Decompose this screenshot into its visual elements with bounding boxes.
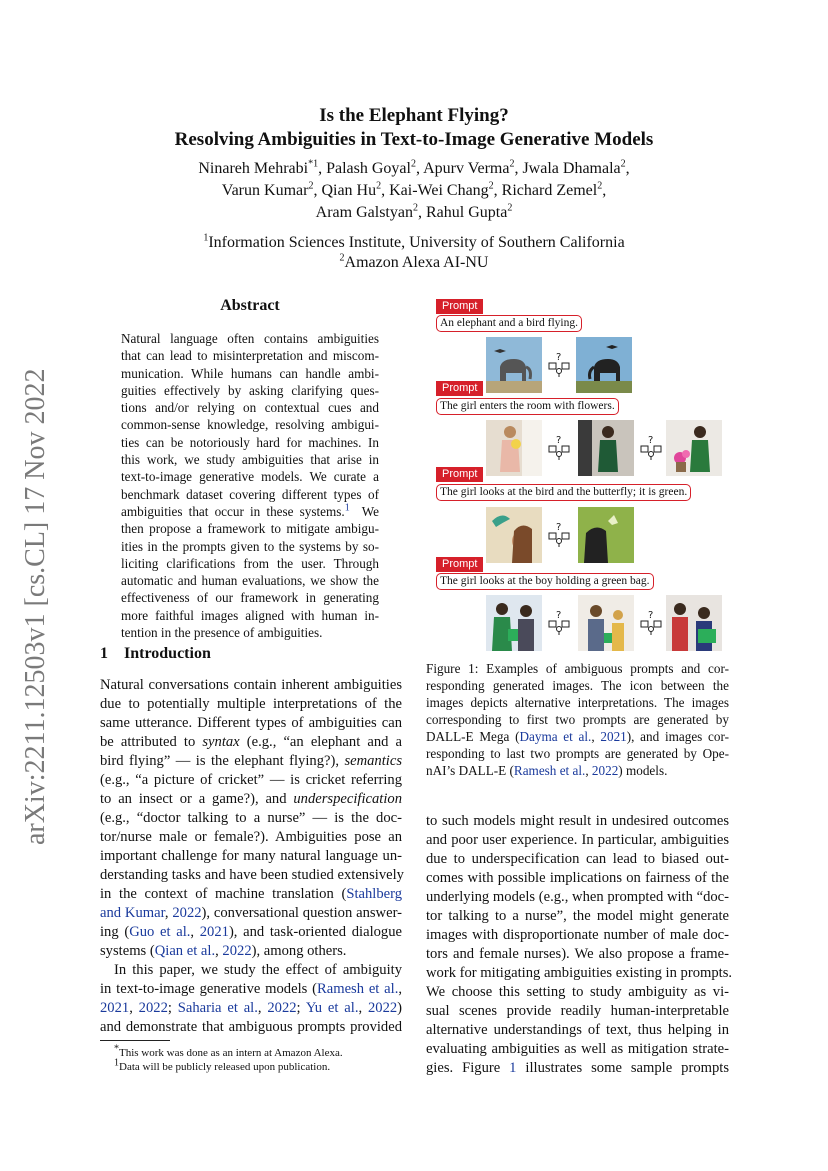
text: nAI’s DALL-E ( bbox=[426, 763, 514, 778]
text: , bbox=[164, 905, 173, 921]
text-line: tor/nurse male or female?). Ambiguities pose an bbox=[100, 829, 402, 845]
text: in text-to-image generative models ( bbox=[100, 981, 317, 997]
footnote-mark: 1 bbox=[114, 1057, 119, 1069]
affiliation-sup: 2 bbox=[339, 252, 345, 264]
emphasis: semantics bbox=[344, 753, 402, 769]
text-line bbox=[100, 999, 402, 1018]
abstract-line bbox=[121, 503, 379, 520]
author-sup: *1 bbox=[308, 158, 319, 170]
abstract-line: automatic and human evaluations, we show the bbox=[121, 573, 379, 589]
text-line bbox=[100, 904, 402, 923]
citation-link[interactable]: 2022 bbox=[138, 1000, 168, 1016]
girl-flowers-photo-icon bbox=[486, 420, 542, 476]
text-line: and poor user experience. In particular, ambiguities bbox=[426, 832, 729, 848]
bird-butterfly-illustration-icon bbox=[486, 507, 542, 563]
girl-flowers-room-photo-icon bbox=[666, 420, 722, 476]
elephant-photo-icon bbox=[486, 337, 542, 393]
abstract-line: tention in the presence of ambiguities. bbox=[121, 625, 323, 641]
text: ; bbox=[167, 1000, 178, 1016]
author-sup: 2 bbox=[509, 158, 515, 170]
author-sup: 2 bbox=[376, 180, 382, 192]
svg-text:?: ? bbox=[648, 435, 654, 446]
text-line bbox=[100, 752, 402, 771]
text: , bbox=[358, 1000, 368, 1016]
footnote-1 bbox=[100, 1043, 402, 1060]
text: be attributed to bbox=[100, 734, 203, 750]
text-line: important challenge for many natural language un- bbox=[100, 848, 402, 864]
emphasis: underspecification bbox=[293, 791, 402, 807]
arxiv-identifier: arXiv:2211.12503v1 [cs.CL] 17 Nov 2022 bbox=[20, 368, 51, 845]
citation-link[interactable]: 2022 bbox=[222, 943, 252, 959]
citation-link[interactable]: and Kumar bbox=[100, 905, 165, 921]
abstract-line: liciting clarifications from the user. Through bbox=[121, 555, 379, 571]
question-icon bbox=[548, 521, 570, 547]
text: , bbox=[591, 729, 601, 744]
author-sup: 2 bbox=[410, 158, 416, 170]
text: to an insect or a game?), and bbox=[100, 791, 294, 807]
caption-line: corresponding to first two prompts are generated by bbox=[426, 712, 729, 727]
figure-1 bbox=[430, 295, 736, 650]
caption-line bbox=[426, 762, 729, 779]
text-line: alternative understandings of text, thus helping in bbox=[426, 1022, 729, 1038]
abstract-line: guities effectively by asking clarifying ques- bbox=[121, 382, 379, 398]
abstract-body bbox=[121, 330, 379, 641]
girl-room-photo-icon bbox=[578, 420, 634, 476]
citation-link[interactable]: Guo et al. bbox=[129, 924, 191, 940]
author-name: Apurv Verma bbox=[423, 160, 510, 177]
svg-text:?: ? bbox=[556, 610, 562, 621]
footnote-text: This work was done as an intern at Amazon Alexa. bbox=[119, 1047, 343, 1059]
author-line-3: Aram Galstyan$^2$, Rahul Gupta$^2$ bbox=[315, 202, 513, 221]
text: , bbox=[215, 943, 223, 959]
abstract-line: then propose a framework to mitigate ambigu- bbox=[121, 521, 379, 537]
affiliation-sup: 1 bbox=[203, 232, 209, 244]
text-line bbox=[100, 980, 402, 999]
abstract-line: effectiveness of our framework in generating bbox=[121, 590, 379, 606]
abstract-line: tions and/or relying on contextual cues and bbox=[121, 400, 379, 416]
abstract-line: Natural language often contains ambiguities bbox=[121, 331, 379, 346]
author-sup: 2 bbox=[507, 202, 513, 214]
text-line: underlying models (e.g., when prompted with “doc- bbox=[426, 889, 729, 905]
abstract-line: benchmark dataset covering different types of bbox=[121, 486, 379, 502]
author-sup: 2 bbox=[597, 180, 603, 192]
text-line: same utterance. Different types of ambiguities can bbox=[100, 715, 402, 731]
caption-line: responding to last two prompts are generated by Ope- bbox=[426, 746, 729, 761]
caption-line: Figure 1: Examples of ambiguous prompts and cor- bbox=[426, 661, 729, 676]
text-line: (e.g., “a picture of cricket” — is cricket referring bbox=[100, 772, 402, 788]
citation-link[interactable]: 2021 bbox=[199, 924, 229, 940]
footnotes bbox=[100, 1043, 402, 1074]
text-line: (e.g., “doctor talking to a nurse” — is the doc- bbox=[100, 810, 402, 826]
abstract-line: ities in the prompts given to the systems by so- bbox=[121, 538, 379, 554]
footnote-rule bbox=[100, 1040, 170, 1041]
figure-ref-link[interactable]: 1 bbox=[509, 1060, 517, 1076]
text-line bbox=[100, 885, 402, 904]
citation-link[interactable]: 2022 bbox=[267, 1000, 297, 1016]
text-line: We choose this setting to study ambiguity as vi- bbox=[426, 984, 729, 1000]
text-line bbox=[100, 790, 402, 809]
text: , bbox=[190, 924, 200, 940]
prompt-tag: Prompt bbox=[436, 557, 483, 572]
text: DALL-E Mega ( bbox=[426, 729, 520, 744]
text-line: derstanding tasks and have been studied extensively bbox=[100, 867, 404, 883]
citation-link[interactable]: Ramesh et al. bbox=[317, 981, 399, 997]
text: ) models. bbox=[618, 763, 668, 778]
prompt-tag: Prompt bbox=[436, 381, 483, 396]
text: , bbox=[257, 1000, 268, 1016]
affiliation-text: Information Sciences Institute, University of Southern California bbox=[208, 234, 625, 251]
text: ), and images cor- bbox=[626, 729, 729, 744]
section-title: Introduction bbox=[124, 645, 211, 662]
question-icon bbox=[640, 609, 662, 635]
abstract-line: munication. While humans can handle ambi- bbox=[121, 365, 379, 381]
caption-line: responding generated images. The icon between the bbox=[426, 678, 729, 693]
question-icon bbox=[548, 434, 570, 460]
abstract-heading: Abstract bbox=[220, 297, 280, 314]
caption-line bbox=[426, 728, 729, 745]
text-line: tors and female nurses). We also propose a frame- bbox=[426, 946, 729, 962]
text: illustrates some sample prompts bbox=[516, 1060, 729, 1076]
intro-right-column bbox=[426, 812, 733, 1078]
text-line: and demonstrate that ambiguous prompts provided bbox=[100, 1019, 402, 1035]
figure-caption bbox=[426, 660, 729, 779]
author-name: Kai-Wei Chang bbox=[389, 182, 489, 199]
author-name: Richard Zemel bbox=[501, 182, 598, 199]
citation-link[interactable]: 2022 bbox=[172, 905, 202, 921]
prompt-tag: Prompt bbox=[436, 467, 483, 482]
text: ), conversational question answer- bbox=[201, 905, 402, 921]
affiliation-1 bbox=[0, 233, 828, 253]
question-icon bbox=[548, 609, 570, 635]
question-icon bbox=[640, 434, 662, 460]
elephant-bird-photo-icon bbox=[576, 337, 632, 393]
text-line: comes with possible implications on fairness of the bbox=[426, 870, 729, 886]
text: ing ( bbox=[100, 924, 130, 940]
author-line-2: Varun Kumar$^2$, Qian Hu$^2$, Kai-Wei Chang$^2$, Richard Zemel$^2$, bbox=[221, 180, 607, 199]
abstract-line: ties can be notoriously hard for machines. In bbox=[121, 434, 379, 450]
text: , bbox=[129, 1000, 139, 1016]
prompt-tag: Prompt bbox=[436, 299, 483, 314]
text-line: due to underspecification can lead to biased out- bbox=[426, 851, 729, 867]
citation-link[interactable]: Dayma et al. bbox=[519, 729, 592, 744]
svg-text:?: ? bbox=[556, 352, 562, 363]
citation-link[interactable]: Stahlberg bbox=[346, 886, 402, 902]
text-line: images with disproportionate number of male doc- bbox=[426, 927, 729, 943]
author-list bbox=[0, 158, 828, 224]
footnote-mark: * bbox=[114, 1043, 119, 1055]
citation-link[interactable]: Saharia et al. bbox=[177, 1000, 258, 1016]
affiliation-2 bbox=[0, 253, 828, 273]
abstract-line: text-to-image generative models. We curate a bbox=[121, 469, 379, 485]
prompt-box: An elephant and a bird flying. bbox=[436, 315, 582, 332]
abstract-line: this work, we study ambiguities that arise in bbox=[121, 452, 379, 468]
text-line: due to potentially multiple interpretations of the bbox=[100, 696, 402, 712]
intro-left-column bbox=[100, 676, 402, 1037]
text-line: evaluating ambiguities as well as mitigation strate- bbox=[426, 1041, 729, 1057]
affiliations bbox=[0, 233, 828, 273]
text: in the context of machine translation ( bbox=[100, 886, 347, 902]
footnote-2 bbox=[100, 1057, 402, 1074]
author-name: Jwala Dhamala bbox=[522, 160, 621, 177]
citation-link[interactable]: Qian et al. bbox=[154, 943, 216, 959]
svg-text:?: ? bbox=[556, 522, 562, 533]
text: gies. Figure bbox=[426, 1060, 510, 1076]
emphasis: syntax bbox=[202, 734, 240, 750]
boy-green-bag-photo-icon bbox=[666, 595, 722, 651]
text: systems ( bbox=[100, 943, 155, 959]
text: (e.g., “an elephant and a bbox=[239, 734, 403, 750]
text-line: In this paper, we study the effect of ambiguity bbox=[114, 962, 402, 978]
title-line-1: Is the Elephant Flying? bbox=[319, 105, 509, 126]
text-line bbox=[100, 923, 402, 942]
text: , bbox=[398, 981, 403, 997]
prompt-box: The girl looks at the boy holding a green bag. bbox=[436, 573, 654, 590]
author-sup: 2 bbox=[308, 180, 314, 192]
author-name: Qian Hu bbox=[321, 182, 377, 199]
text-line bbox=[100, 942, 402, 961]
abstract-line: more faithful images aligned with human in- bbox=[121, 607, 379, 623]
paper-title bbox=[0, 104, 828, 152]
citation-link[interactable]: 2022 bbox=[591, 763, 619, 778]
text-line: tor talking to a nurse”, the model might generate bbox=[426, 908, 729, 924]
question-icon bbox=[548, 351, 570, 377]
text-line bbox=[100, 733, 402, 752]
text-line: to such models might result in undesired outcomes bbox=[426, 813, 729, 829]
citation-link[interactable]: Yu et al. bbox=[305, 1000, 359, 1016]
text: ; bbox=[296, 1000, 306, 1016]
text: ), and task-oriented dialogue bbox=[228, 924, 402, 940]
svg-text:?: ? bbox=[556, 435, 562, 446]
text-line: Natural conversations contain inherent ambiguities bbox=[100, 677, 402, 693]
svg-text:?: ? bbox=[648, 610, 654, 621]
author-sup: 2 bbox=[412, 202, 418, 214]
prompt-box: The girl looks at the bird and the butterfly; it is green. bbox=[436, 484, 691, 501]
author-name: Aram Galstyan bbox=[315, 204, 413, 221]
author-sup: 2 bbox=[620, 158, 626, 170]
prompt-box: The girl enters the room with flowers. bbox=[436, 398, 619, 415]
girl-boy-photo-icon bbox=[578, 595, 634, 651]
abstract-text: ambiguities that occur in these systems. bbox=[121, 503, 345, 519]
section-number: 1 bbox=[100, 645, 108, 662]
abstract-text: We bbox=[361, 503, 379, 519]
citation-link[interactable]: 2021 bbox=[100, 1000, 130, 1016]
author-name: Palash Goyal bbox=[326, 160, 411, 177]
text-line: sual scenes provide readily human-interpretable bbox=[426, 1003, 729, 1019]
caption-line: images depicts alternative interpretations. The images bbox=[426, 695, 729, 710]
author-line-1: Ninareh Mehrabi$^{*1}$, Palash Goyal$^2$, Apurv Verma$^2$, Jwala Dhamala$^2$, bbox=[198, 158, 630, 177]
green-butterfly-illustration-icon bbox=[578, 507, 634, 563]
author-sup: 2 bbox=[488, 180, 494, 192]
citation-link[interactable]: Ramesh et al. bbox=[513, 763, 586, 778]
citation-link[interactable]: 2021 bbox=[600, 729, 627, 744]
text: ) bbox=[397, 1000, 403, 1016]
abstract-line: that can lead to misinterpretation and miscom- bbox=[121, 348, 379, 364]
text-line: work for mitigating ambiguities existing in prompts. bbox=[426, 965, 733, 981]
footnote-text: Data will be publicly released upon publication. bbox=[119, 1061, 331, 1073]
text-line bbox=[426, 1059, 729, 1078]
abstract-line: common-sense knowledge, resolving ambigui- bbox=[121, 417, 379, 433]
author-name: Ninareh Mehrabi bbox=[198, 160, 309, 177]
section-heading bbox=[100, 645, 211, 663]
affiliation-text: Amazon Alexa AI-NU bbox=[344, 254, 489, 271]
text: bird flying” — is the elephant flying?), bbox=[100, 753, 345, 769]
author-name: Rahul Gupta bbox=[425, 204, 508, 221]
text: , bbox=[585, 763, 592, 778]
footnote-ref[interactable]: 1 bbox=[344, 502, 350, 514]
citation-link[interactable]: 2022 bbox=[367, 1000, 398, 1016]
text: ), among others. bbox=[251, 943, 347, 959]
girl-boy-bag-photo-icon bbox=[486, 595, 542, 651]
title-line-2: Resolving Ambiguities in Text-to-Image Generative Models bbox=[174, 129, 654, 150]
author-name: Varun Kumar bbox=[221, 182, 309, 199]
